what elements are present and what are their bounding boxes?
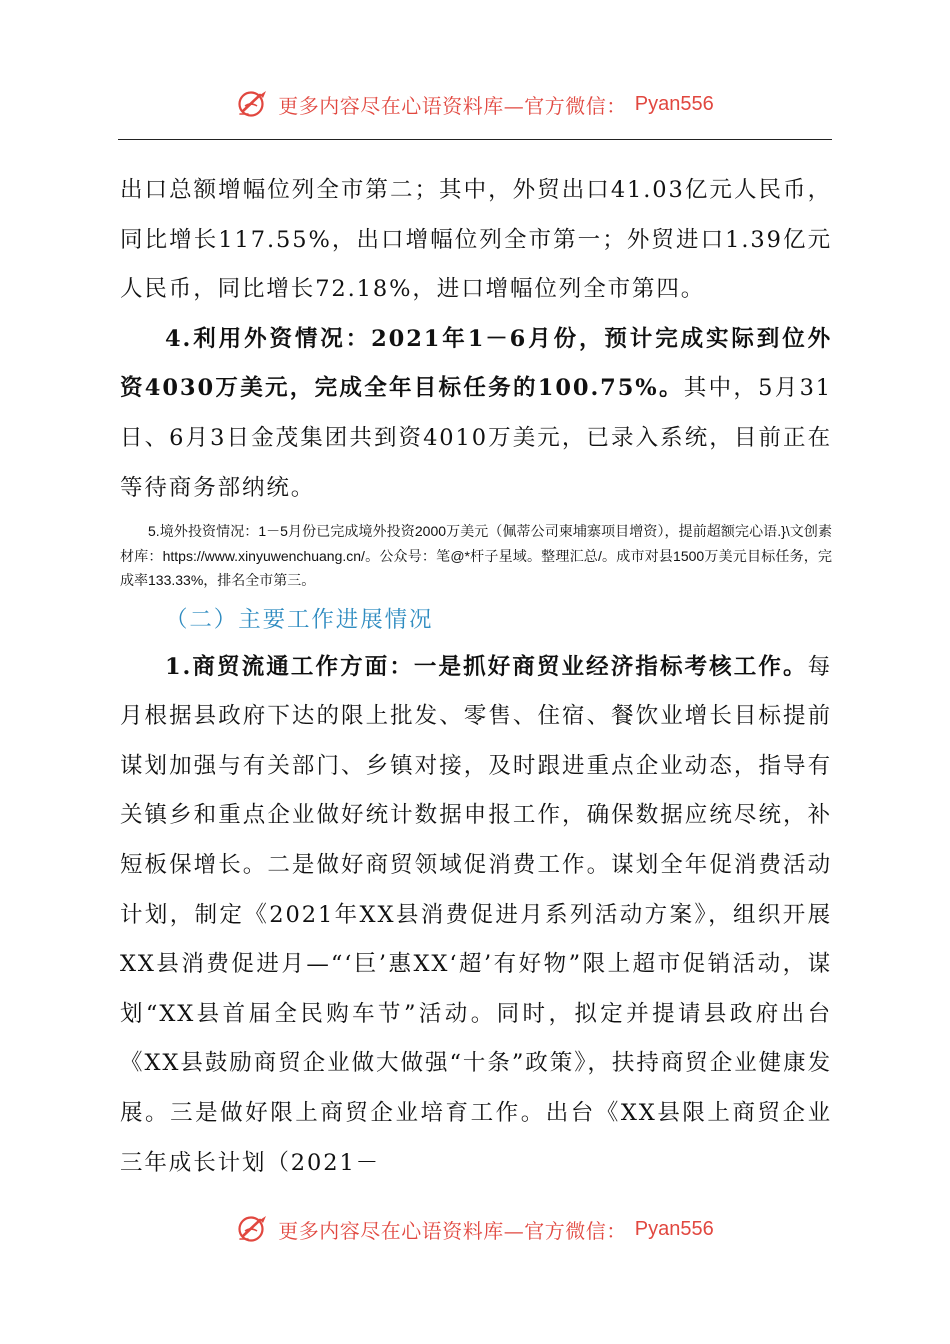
paragraph-foreign-investment-rest: 其中，5月31日、6月3日金茂集团共到资4010万美元，已录入系统，目前正在等待商务部纳统。	[120, 375, 832, 501]
header-banner-text: 更多内容尽在心语资料库—官方微信：	[278, 93, 627, 118]
header-wechat-id: Pyan556	[634, 92, 714, 115]
document-body	[120, 166, 832, 1188]
section-subheading: （二）主要工作进展情况	[165, 606, 434, 633]
header-divider	[118, 139, 832, 140]
paragraph-foreign-investment	[120, 315, 832, 513]
pen-logo-icon	[236, 89, 270, 119]
page-footer	[118, 1207, 832, 1251]
paragraph-commerce-lead: 1.商贸流通工作方面：一是抓好商贸业经济指标考核工作。	[165, 653, 808, 680]
paragraph-commerce-circulation	[120, 643, 832, 1189]
paragraph-foreign-investment-lead: 4.利用外资情况：2021年1－6月份，预计完成实际到位外资4030万美元，完成全年目标任务的100.75%。	[120, 325, 832, 402]
paragraph-commerce-rest: 每月根据县政府下达的限上批发、零售、住宿、餐饮业增长目标提前谋划加强与有关部门、乡镇对接，及时跟进重点企业动态，指导有关镇乡和重点企业做好统计数据申报工作，确保数据应统尽统，补短板保增长。二是做好商贸领域促消费工作。谋划全年促消费活动计划，制定《2021年XX县消费促进月系列活动方案》，组织开展XX县消费促进月—“‘巨’惠XX‘超’有好物”限上超市促销活动，谋划“XX县首届全民购车节”活动。同时，拟定并提请县政府出台《XX县鼓励商贸企业做大做强“十条”政策》，扶持商贸企业健康发展。三是做好限上商贸企业培育工作。出台《XX县限上商贸企业三年成长计划（2021－	[120, 653, 832, 1176]
footer-wechat-id: Pyan556	[634, 1217, 714, 1240]
footer-banner-text: 更多内容尽在心语资料库—官方微信：	[278, 1218, 627, 1243]
paragraph-foreign-trade: 出口总额增幅位列全市第二；其中，外贸出口41.03亿元人民币，同比增长117.55%，出口增幅位列全市第一；外贸进口1.39亿元人民币，同比增长72.18%，进口增幅位列全市第四。	[120, 177, 832, 303]
pen-logo-icon	[236, 1214, 270, 1244]
page-header	[118, 82, 832, 126]
paragraph-overseas-investment: 5.境外投资情况：1－5月份已完成境外投资2000万美元（佩蒂公司柬埔寨项目增资），提前超额完心语.}\文创素材库：https://www.xinyuwenchuang.cn/。公众号：笔@*杆子星域。整理汇总/。成市对县1500万美元目标任务，完成率133.33%，排名全市第三。	[120, 523, 832, 589]
